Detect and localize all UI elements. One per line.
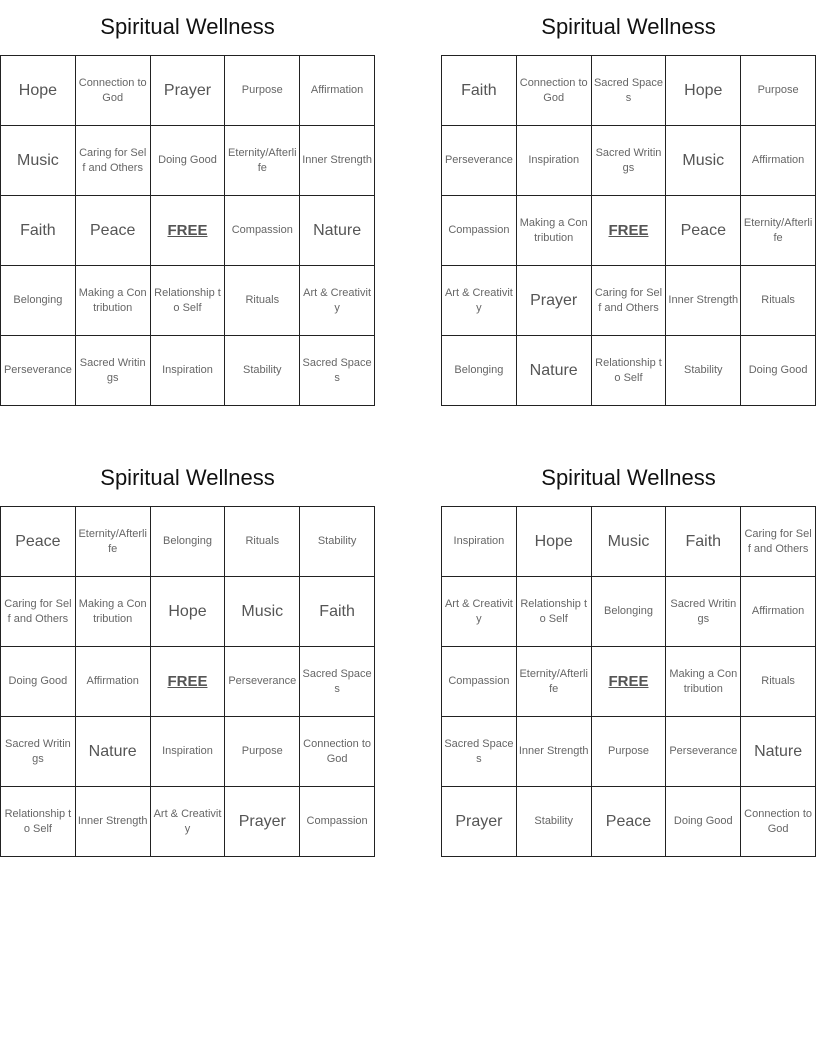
bingo-cell: Making a Contribution — [517, 196, 592, 266]
bingo-cell: Hope — [517, 507, 592, 577]
bingo-cell: Compassion — [442, 196, 517, 266]
bingo-cell: Inspiration — [442, 507, 517, 577]
bingo-cell: Belonging — [592, 577, 667, 647]
bingo-grid — [0, 55, 375, 406]
bingo-cell: Sacred Writings — [76, 336, 151, 406]
bingo-cell: Connection to God — [76, 56, 151, 126]
bingo-cell: Hope — [151, 577, 226, 647]
bingo-cell: Hope — [1, 56, 76, 126]
bingo-card-2 — [441, 0, 816, 406]
bingo-cell: Stability — [517, 787, 592, 857]
bingo-cell: Rituals — [225, 507, 300, 577]
bingo-cell: Doing Good — [1, 647, 76, 717]
bingo-cell: Sacred Spaces — [300, 647, 375, 717]
bingo-cell: Nature — [300, 196, 375, 266]
bingo-cell: Sacred Spaces — [592, 56, 667, 126]
bingo-cell: Belonging — [1, 266, 76, 336]
bingo-cell: Doing Good — [741, 336, 816, 406]
bingo-cell: Sacred Writings — [592, 126, 667, 196]
bingo-cell: Inner Strength — [300, 126, 375, 196]
bingo-cell: Relationship to Self — [592, 336, 667, 406]
bingo-cell: Making a Contribution — [76, 266, 151, 336]
bingo-cell: Sacred Writings — [1, 717, 76, 787]
bingo-cell: Faith — [300, 577, 375, 647]
bingo-cell: Peace — [76, 196, 151, 266]
bingo-cell: Connection to God — [741, 787, 816, 857]
bingo-cell: Music — [1, 126, 76, 196]
bingo-cell: Affirmation — [76, 647, 151, 717]
bingo-cell: Belonging — [151, 507, 226, 577]
bingo-cell: Perseverance — [1, 336, 76, 406]
bingo-cell: Inspiration — [517, 126, 592, 196]
bingo-cell: Art & Creativity — [151, 787, 226, 857]
bingo-cell: Nature — [76, 717, 151, 787]
bingo-cell: Affirmation — [741, 126, 816, 196]
bingo-cell: Connection to God — [300, 717, 375, 787]
bingo-cell: Sacred Writings — [666, 577, 741, 647]
bingo-cell: Making a Contribution — [666, 647, 741, 717]
bingo-cell: Peace — [592, 787, 667, 857]
bingo-cell: Purpose — [592, 717, 667, 787]
card-title: Spiritual Wellness — [100, 465, 275, 490]
bingo-grid — [441, 506, 816, 857]
bingo-card-3 — [0, 451, 375, 857]
bingo-cell: Relationship to Self — [151, 266, 226, 336]
bingo-cell: Perseverance — [442, 126, 517, 196]
bingo-cell: Music — [666, 126, 741, 196]
bingo-cell: Peace — [1, 507, 76, 577]
bingo-cell: Caring for Self and Others — [592, 266, 667, 336]
bingo-cell: Making a Contribution — [76, 577, 151, 647]
bingo-cell: Stability — [300, 507, 375, 577]
bingo-grid — [441, 55, 816, 406]
bingo-cell: Eternity/Afterlife — [76, 507, 151, 577]
card-title: Spiritual Wellness — [541, 465, 716, 490]
bingo-cell: Relationship to Self — [517, 577, 592, 647]
bingo-cell: Sacred Spaces — [300, 336, 375, 406]
bingo-cell: Eternity/Afterlife — [225, 126, 300, 196]
bingo-cell: Faith — [1, 196, 76, 266]
bingo-cell: Inner Strength — [76, 787, 151, 857]
bingo-cell: Purpose — [225, 56, 300, 126]
bingo-cell: Rituals — [741, 647, 816, 717]
bingo-cell: Inspiration — [151, 336, 226, 406]
bingo-cell: Purpose — [741, 56, 816, 126]
bingo-cell: Relationship to Self — [1, 787, 76, 857]
bingo-cell: Caring for Self and Others — [76, 126, 151, 196]
free-space-cell: FREE — [151, 196, 226, 266]
card-title: Spiritual Wellness — [100, 14, 275, 39]
bingo-cell: Compassion — [225, 196, 300, 266]
free-space-cell: FREE — [592, 647, 667, 717]
bingo-cell: Inspiration — [151, 717, 226, 787]
bingo-card-4 — [441, 451, 816, 857]
bingo-cell: Prayer — [442, 787, 517, 857]
bingo-cell: Inner Strength — [517, 717, 592, 787]
free-space-cell: FREE — [151, 647, 226, 717]
bingo-cell: Affirmation — [741, 577, 816, 647]
bingo-cell: Music — [225, 577, 300, 647]
bingo-cell: Connection to God — [517, 56, 592, 126]
bingo-cell: Belonging — [442, 336, 517, 406]
bingo-cell: Stability — [225, 336, 300, 406]
bingo-cell: Prayer — [151, 56, 226, 126]
bingo-cell: Perseverance — [666, 717, 741, 787]
bingo-cell: Art & Creativity — [300, 266, 375, 336]
bingo-card-1 — [0, 0, 375, 406]
bingo-cell: Sacred Spaces — [442, 717, 517, 787]
bingo-cell: Art & Creativity — [442, 577, 517, 647]
bingo-cell: Nature — [517, 336, 592, 406]
bingo-cell: Eternity/Afterlife — [741, 196, 816, 266]
bingo-cell: Purpose — [225, 717, 300, 787]
bingo-cell: Rituals — [225, 266, 300, 336]
bingo-cell: Doing Good — [151, 126, 226, 196]
bingo-cell: Compassion — [300, 787, 375, 857]
bingo-cell: Music — [592, 507, 667, 577]
card-title: Spiritual Wellness — [541, 14, 716, 39]
bingo-cell: Inner Strength — [666, 266, 741, 336]
bingo-cell: Caring for Self and Others — [741, 507, 816, 577]
bingo-cell: Affirmation — [300, 56, 375, 126]
free-space-cell: FREE — [592, 196, 667, 266]
bingo-cell: Nature — [741, 717, 816, 787]
bingo-cell: Perseverance — [225, 647, 300, 717]
bingo-cell: Eternity/Afterlife — [517, 647, 592, 717]
bingo-cell: Prayer — [517, 266, 592, 336]
bingo-cell: Compassion — [442, 647, 517, 717]
bingo-cell: Doing Good — [666, 787, 741, 857]
bingo-grid — [0, 506, 375, 857]
bingo-cell: Prayer — [225, 787, 300, 857]
bingo-cell: Stability — [666, 336, 741, 406]
bingo-cell: Caring for Self and Others — [1, 577, 76, 647]
bingo-cell: Faith — [666, 507, 741, 577]
bingo-cell: Peace — [666, 196, 741, 266]
bingo-cell: Rituals — [741, 266, 816, 336]
bingo-cell: Faith — [442, 56, 517, 126]
bingo-cell: Hope — [666, 56, 741, 126]
bingo-cell: Art & Creativity — [442, 266, 517, 336]
